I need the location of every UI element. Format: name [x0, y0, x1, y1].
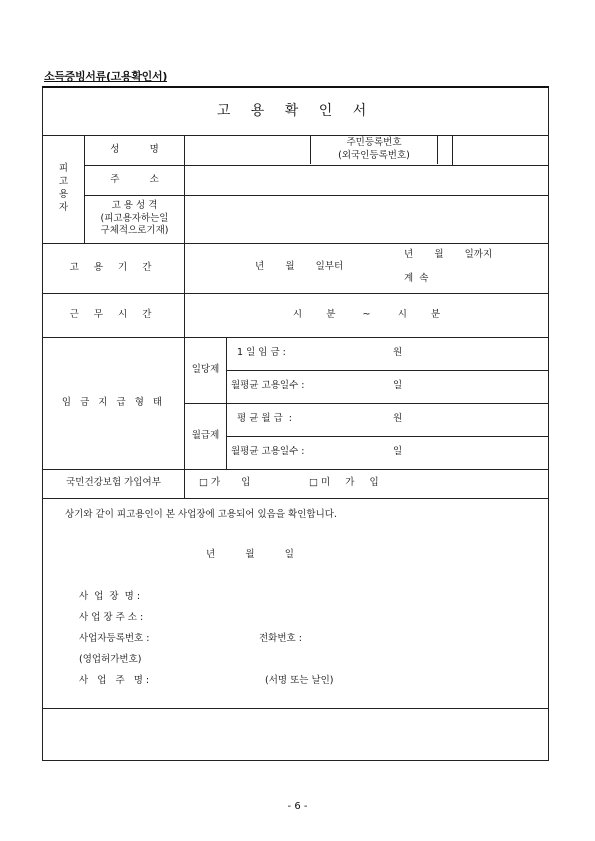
- insurance-label: 국민건강보험 가입여부: [43, 469, 185, 498]
- phone-label: 전화번호 :: [259, 632, 302, 644]
- period-from: 년 월 일부터: [255, 261, 344, 272]
- insurance-options: [185, 469, 549, 498]
- monthly-wage-type-label: 월급제: [185, 403, 227, 469]
- confirmation-statement: 상기와 같이 피고용인이 본 사업장에 고용되어 있음을 확인합니다.: [65, 508, 337, 520]
- employment-nature-label: 고 용 성 격 (피고용자하는일 구체적으로기재): [85, 195, 185, 243]
- period-field[interactable]: [185, 243, 549, 293]
- business-address-label: 사 업 장 주 소 :: [79, 611, 144, 623]
- insurance-no-checkbox[interactable]: □ 미 가 입: [309, 477, 379, 488]
- remarks-field[interactable]: [43, 708, 549, 760]
- confirmation-date: 년 월 일: [206, 548, 294, 560]
- document-header: 소득증빙서류(고용확인서): [44, 70, 168, 83]
- period-to: 년 월 일까지: [404, 249, 493, 260]
- registration-number-label: 사업자등록번호 :: [79, 632, 150, 644]
- wage-type-label: 임 금 지 급 형 태: [43, 337, 185, 469]
- page-number: - 6 -: [287, 801, 308, 812]
- address-label: 주 소: [85, 165, 185, 195]
- period-label: 고 용 기 간: [43, 243, 185, 293]
- hours-label: 근 무 시 간: [43, 293, 185, 337]
- signature-note: (서명 또는 날인): [265, 674, 334, 686]
- hours-field[interactable]: 시 분 ~ 시 분: [185, 293, 549, 337]
- period-continuing: 계 속: [404, 273, 429, 284]
- address-field[interactable]: [185, 165, 549, 195]
- daily-wage-row[interactable]: 1 일 임 금 : 원: [227, 337, 549, 370]
- id-number-label: 주민등록번호 (외국인등록번호): [310, 136, 438, 164]
- daily-days-row[interactable]: 월평균 고용일수 : 일: [227, 370, 549, 403]
- daily-wage-type-label: 일당제: [185, 337, 227, 403]
- insurance-yes-checkbox[interactable]: □ 가 입: [199, 477, 251, 488]
- permit-number-label: (영업허가번호): [79, 653, 142, 665]
- owner-name-label: 사 업 주 명 :: [79, 674, 150, 686]
- confirmation-section: [43, 498, 549, 708]
- monthly-wage-row[interactable]: 평 균 월 급 : 원: [227, 403, 549, 436]
- id-number-field[interactable]: [453, 135, 549, 165]
- employment-nature-field[interactable]: [185, 195, 549, 243]
- business-name-label: 사 업 장 명 :: [79, 590, 141, 602]
- employment-certificate-form: [42, 86, 549, 761]
- name-label: 성 명: [85, 135, 185, 165]
- employee-section-label: 피 고 용 자: [43, 135, 85, 243]
- form-title: 고 용 확 인 서: [43, 87, 549, 135]
- monthly-days-row[interactable]: 월평균 고용일수 : 일: [227, 436, 549, 469]
